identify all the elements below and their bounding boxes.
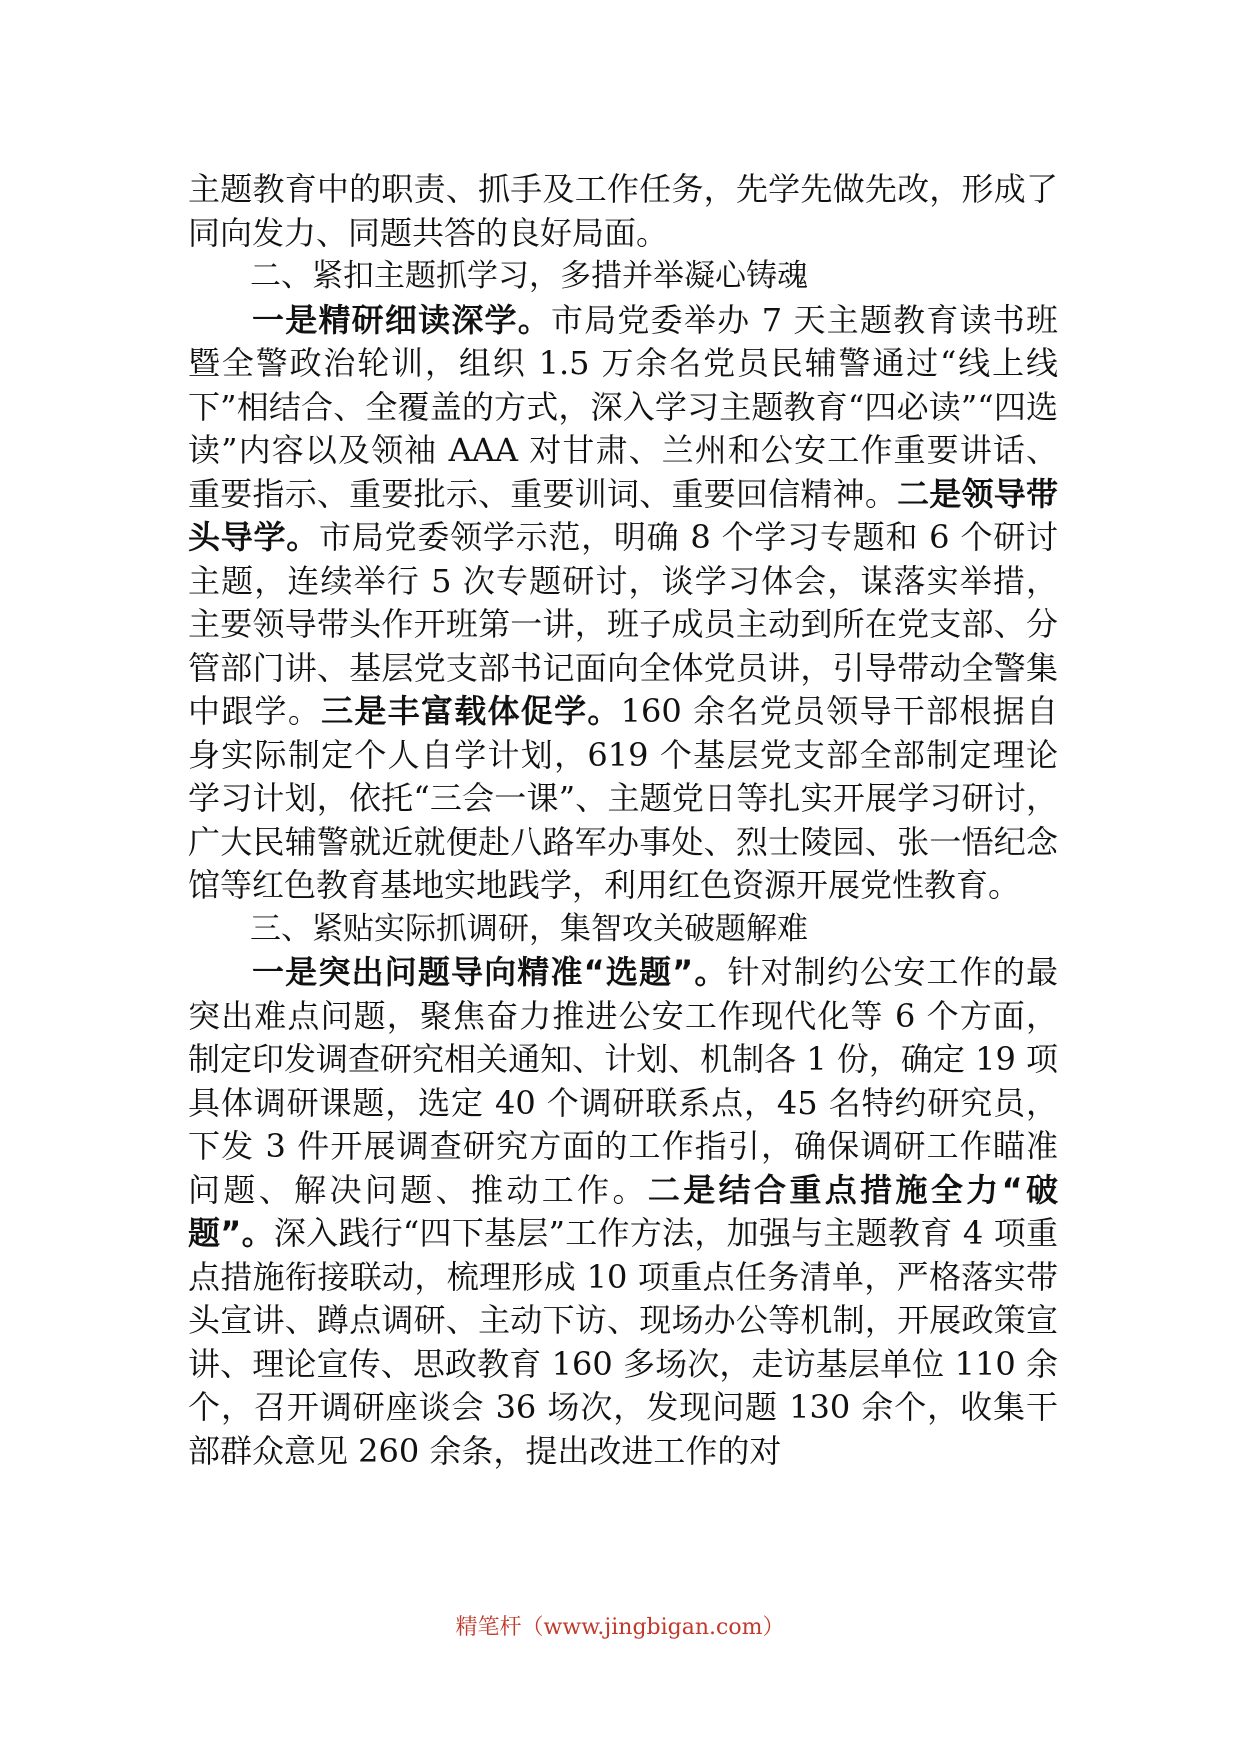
paragraph-text: 针对制约公安工作的最突出难点问题，聚焦奋力推进公安工作现代化等 6 个方面，制定印发调查研究相关通知、计划、机制各 1 份，确定 19 项具体调研课题，选定 40 个调研联系点，45 名特约研究员，下发 3 件开展调查研究方面的工作指引，确保调研工作瞄准问题、解决问题、推动工作。: [188, 953, 1058, 1209]
paragraph-text: 160 余名党员领导干部根据自身实际制定个人自学计划，619 个基层党支部全部制定理论学习计划，依托“三会一课”、主题党日等扎实开展学习研讨，广大民辅警就近就便赴八路军办事处、烈士陵园、张一悟纪念馆等红色教育基地实地践学，利用红色资源开展党性教育。: [188, 692, 1058, 904]
bold-lead-2: 二是领导带头导学。: [188, 474, 1058, 556]
paragraph-research: [188, 951, 1058, 1473]
bold-lead-1: 一是突出问题导向精准“选题”。: [252, 953, 728, 991]
bold-lead-1: 一是精研细读深学。: [252, 300, 551, 339]
paragraph-text: 市局党委领学示范，明确 8 个学习专题和 6 个研讨主题，连续举行 5 次专题研讨，谈学习体会，谋落实举措，主要领导带头作开班第一讲，班子成员主动到所在党支部、分管部门讲、基层党支部书记面向全体党员讲，引导带动全警集中跟学。: [188, 518, 1058, 730]
section-heading-2: 二、紧扣主题抓学习，多措并举凝心铸魂: [250, 258, 808, 294]
section-heading-3: 三、紧贴实际抓调研，集智攻关破题解难: [250, 910, 808, 947]
bold-lead-3: 三是丰富载体促学。: [321, 692, 621, 730]
paragraph-continuation: 主题教育中的职责、抓手及工作任务，先学先做先改，形成了同向发力、同题共答的良好局面。: [188, 170, 1058, 252]
paragraph-text: 深入践行“四下基层”工作方法，加强与主题教育 4 项重点措施衔接联动，梳理形成 10 项重点任务清单，严格落实带头宣讲、蹲点调研、主动下访、现场办公等机制，开展政策宣讲、理论宣传、思政教育 160 多场次，走访基层单位 110 余个，召开调研座谈会 36 场次，发现问题 130 余个，收集干部群众意见 260 余条，提出改进工作的对: [188, 1214, 1058, 1470]
bold-lead-2: 二是结合重点措施全力“破题”。: [188, 1170, 1058, 1252]
paragraph-study: [188, 299, 1058, 908]
paragraph-text: 市局党委举办 7 天主题教育读书班暨全警政治轮训，组织 1.5 万余名党员民辅警通过“线上线下”相结合、全覆盖的方式，深入学习主题教育“四必读”“四选读”内容以及领袖 AAA 对甘肃、兰州和公安工作重要讲话、重要指示、重要批示、重要训词、重要回信精神。: [188, 300, 1058, 513]
document-body: [188, 168, 1058, 1473]
footer-watermark: 精笔杆（www.jingbigan.com）: [455, 1615, 785, 1640]
